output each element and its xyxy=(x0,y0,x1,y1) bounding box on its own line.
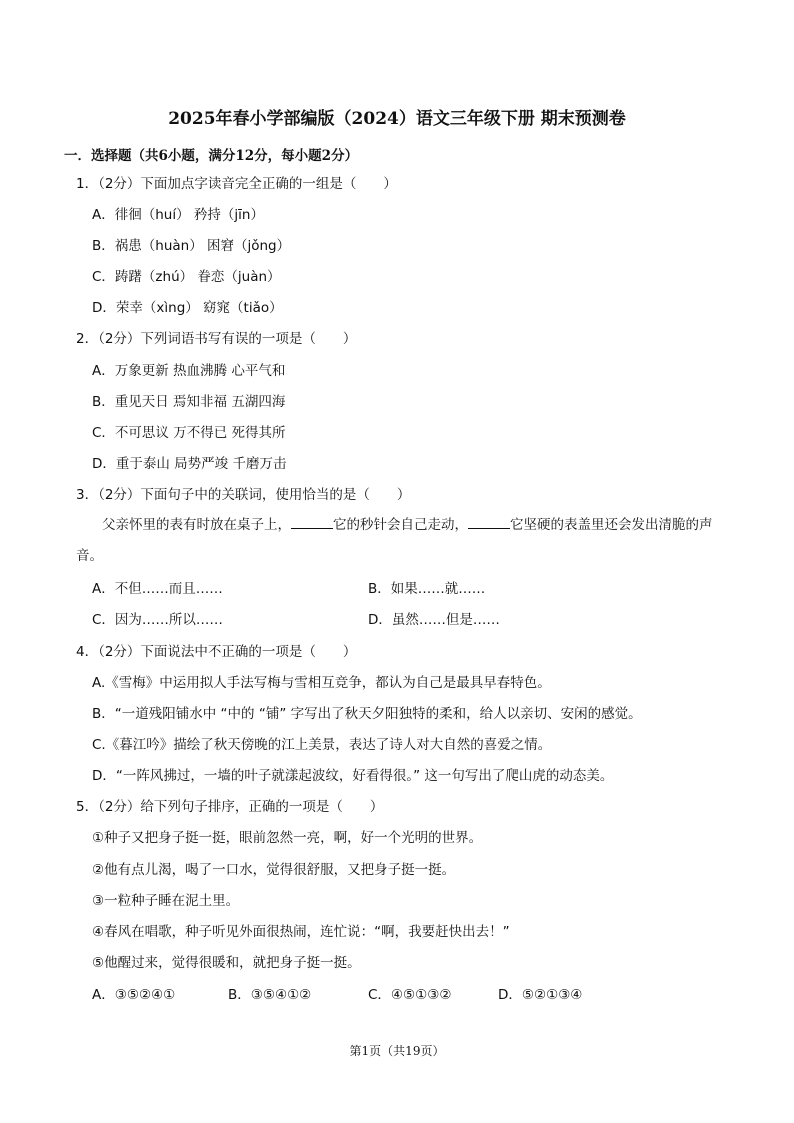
passage-part-3: 它坚硬的表盖里还会发出清脆的声音。 xyxy=(76,517,713,564)
question-5-stem: 5．（2分）给下列句子排序，正确的一项是（ ） xyxy=(76,799,384,815)
question-4-stem: 4．（2分）下面说法中不正确的一项是（ ） xyxy=(76,644,357,660)
question-1-option-b: B．祸患（huàn） 困窘（jǒng） xyxy=(92,238,291,254)
question-3-option-d: D．虽然……但是…… xyxy=(368,612,500,628)
question-2-option-c: C．不可思议 万不得已 死得其所 xyxy=(92,425,286,441)
question-2-option-b: B．重见天日 焉知非福 五湖四海 xyxy=(92,394,286,410)
question-5-option-c: C．④⑤①③② xyxy=(368,987,452,1003)
question-1-option-d: D．荣幸（xìng） 窈窕（tiǎo） xyxy=(92,300,283,316)
question-3-passage xyxy=(76,510,726,572)
section-heading: 一．选择题（共6小题，满分12分，每小题2分） xyxy=(64,148,359,164)
page-title: 2025年春小学部编版（2024）语文三年级下册 期末预测卷 xyxy=(168,109,626,129)
question-4-option-a: A.《雪梅》中运用拟人手法写梅与雪相互竞争，都认为自己是最具早春特色。 xyxy=(92,675,551,691)
answer-blank-1 xyxy=(291,514,333,529)
passage-part-2: 它的秒针会自己走动， xyxy=(333,517,468,533)
answer-blank-2 xyxy=(468,514,510,529)
question-3-option-a: A．不但……而且…… xyxy=(92,581,223,597)
question-5-sentence-1: ①种子又把身子挺一挺，眼前忽然一亮，啊，好一个光明的世界。 xyxy=(92,830,483,846)
passage-part-1: 父亲怀里的表有时放在桌子上， xyxy=(102,517,291,533)
question-4-option-d: D．“一阵风拂过，一墙的叶子就漾起波纹，好看得很。” 这一句写出了爬山虎的动态美。 xyxy=(92,768,614,784)
question-2-option-d: D．重于泰山 局势严竣 千磨万击 xyxy=(92,456,287,472)
question-3-option-c: C．因为……所以…… xyxy=(92,612,223,628)
question-4-option-b: B．“一道残阳铺水中 “中的 “铺” 字写出了秋天夕阳独特的柔和，给人以亲切、安闲的感觉。 xyxy=(92,706,642,722)
question-3-option-b: B．如果……就…… xyxy=(368,581,486,597)
question-1-stem: 1．（2分）下面加点字读音完全正确的一组是（ ） xyxy=(76,176,397,192)
question-2-stem: 2．（2分）下列词语书写有误的一项是（ ） xyxy=(76,331,357,347)
question-5-option-b: B．③⑤④①② xyxy=(228,987,312,1003)
question-1-option-c: C．踌躇（zhú） 眷恋（juàn） xyxy=(92,269,281,285)
question-5-sentence-2: ②他有点儿渴，喝了一口水，觉得很舒服，又把身子挺一挺。 xyxy=(92,862,456,878)
question-3-stem: 3．（2分）下面句子中的关联词，使用恰当的是（ ） xyxy=(76,487,411,503)
question-5-sentence-5: ⑤他醒过来，觉得很暖和，就把身子挺一挺。 xyxy=(92,955,361,971)
question-5-sentence-4: ④春风在唱歌，种子听见外面很热闹，连忙说：“啊，我要赶快出去！” xyxy=(92,924,510,940)
question-1-option-a: A．徘徊（huí） 矜持（jīn） xyxy=(92,207,264,223)
question-5-option-d: D．⑤②①③④ xyxy=(498,987,583,1003)
question-4-option-c: C.《暮江吟》描绘了秋天傍晚的江上美景，表达了诗人对大自然的喜爱之情。 xyxy=(92,737,552,753)
question-5-option-a: A．③⑤②④① xyxy=(92,987,176,1003)
page-number-footer: 第1页（共19页） xyxy=(349,1044,445,1058)
question-5-sentence-3: ③一粒种子睡在泥土里。 xyxy=(92,893,240,909)
question-2-option-a: A．万象更新 热血沸腾 心平气和 xyxy=(92,363,286,379)
